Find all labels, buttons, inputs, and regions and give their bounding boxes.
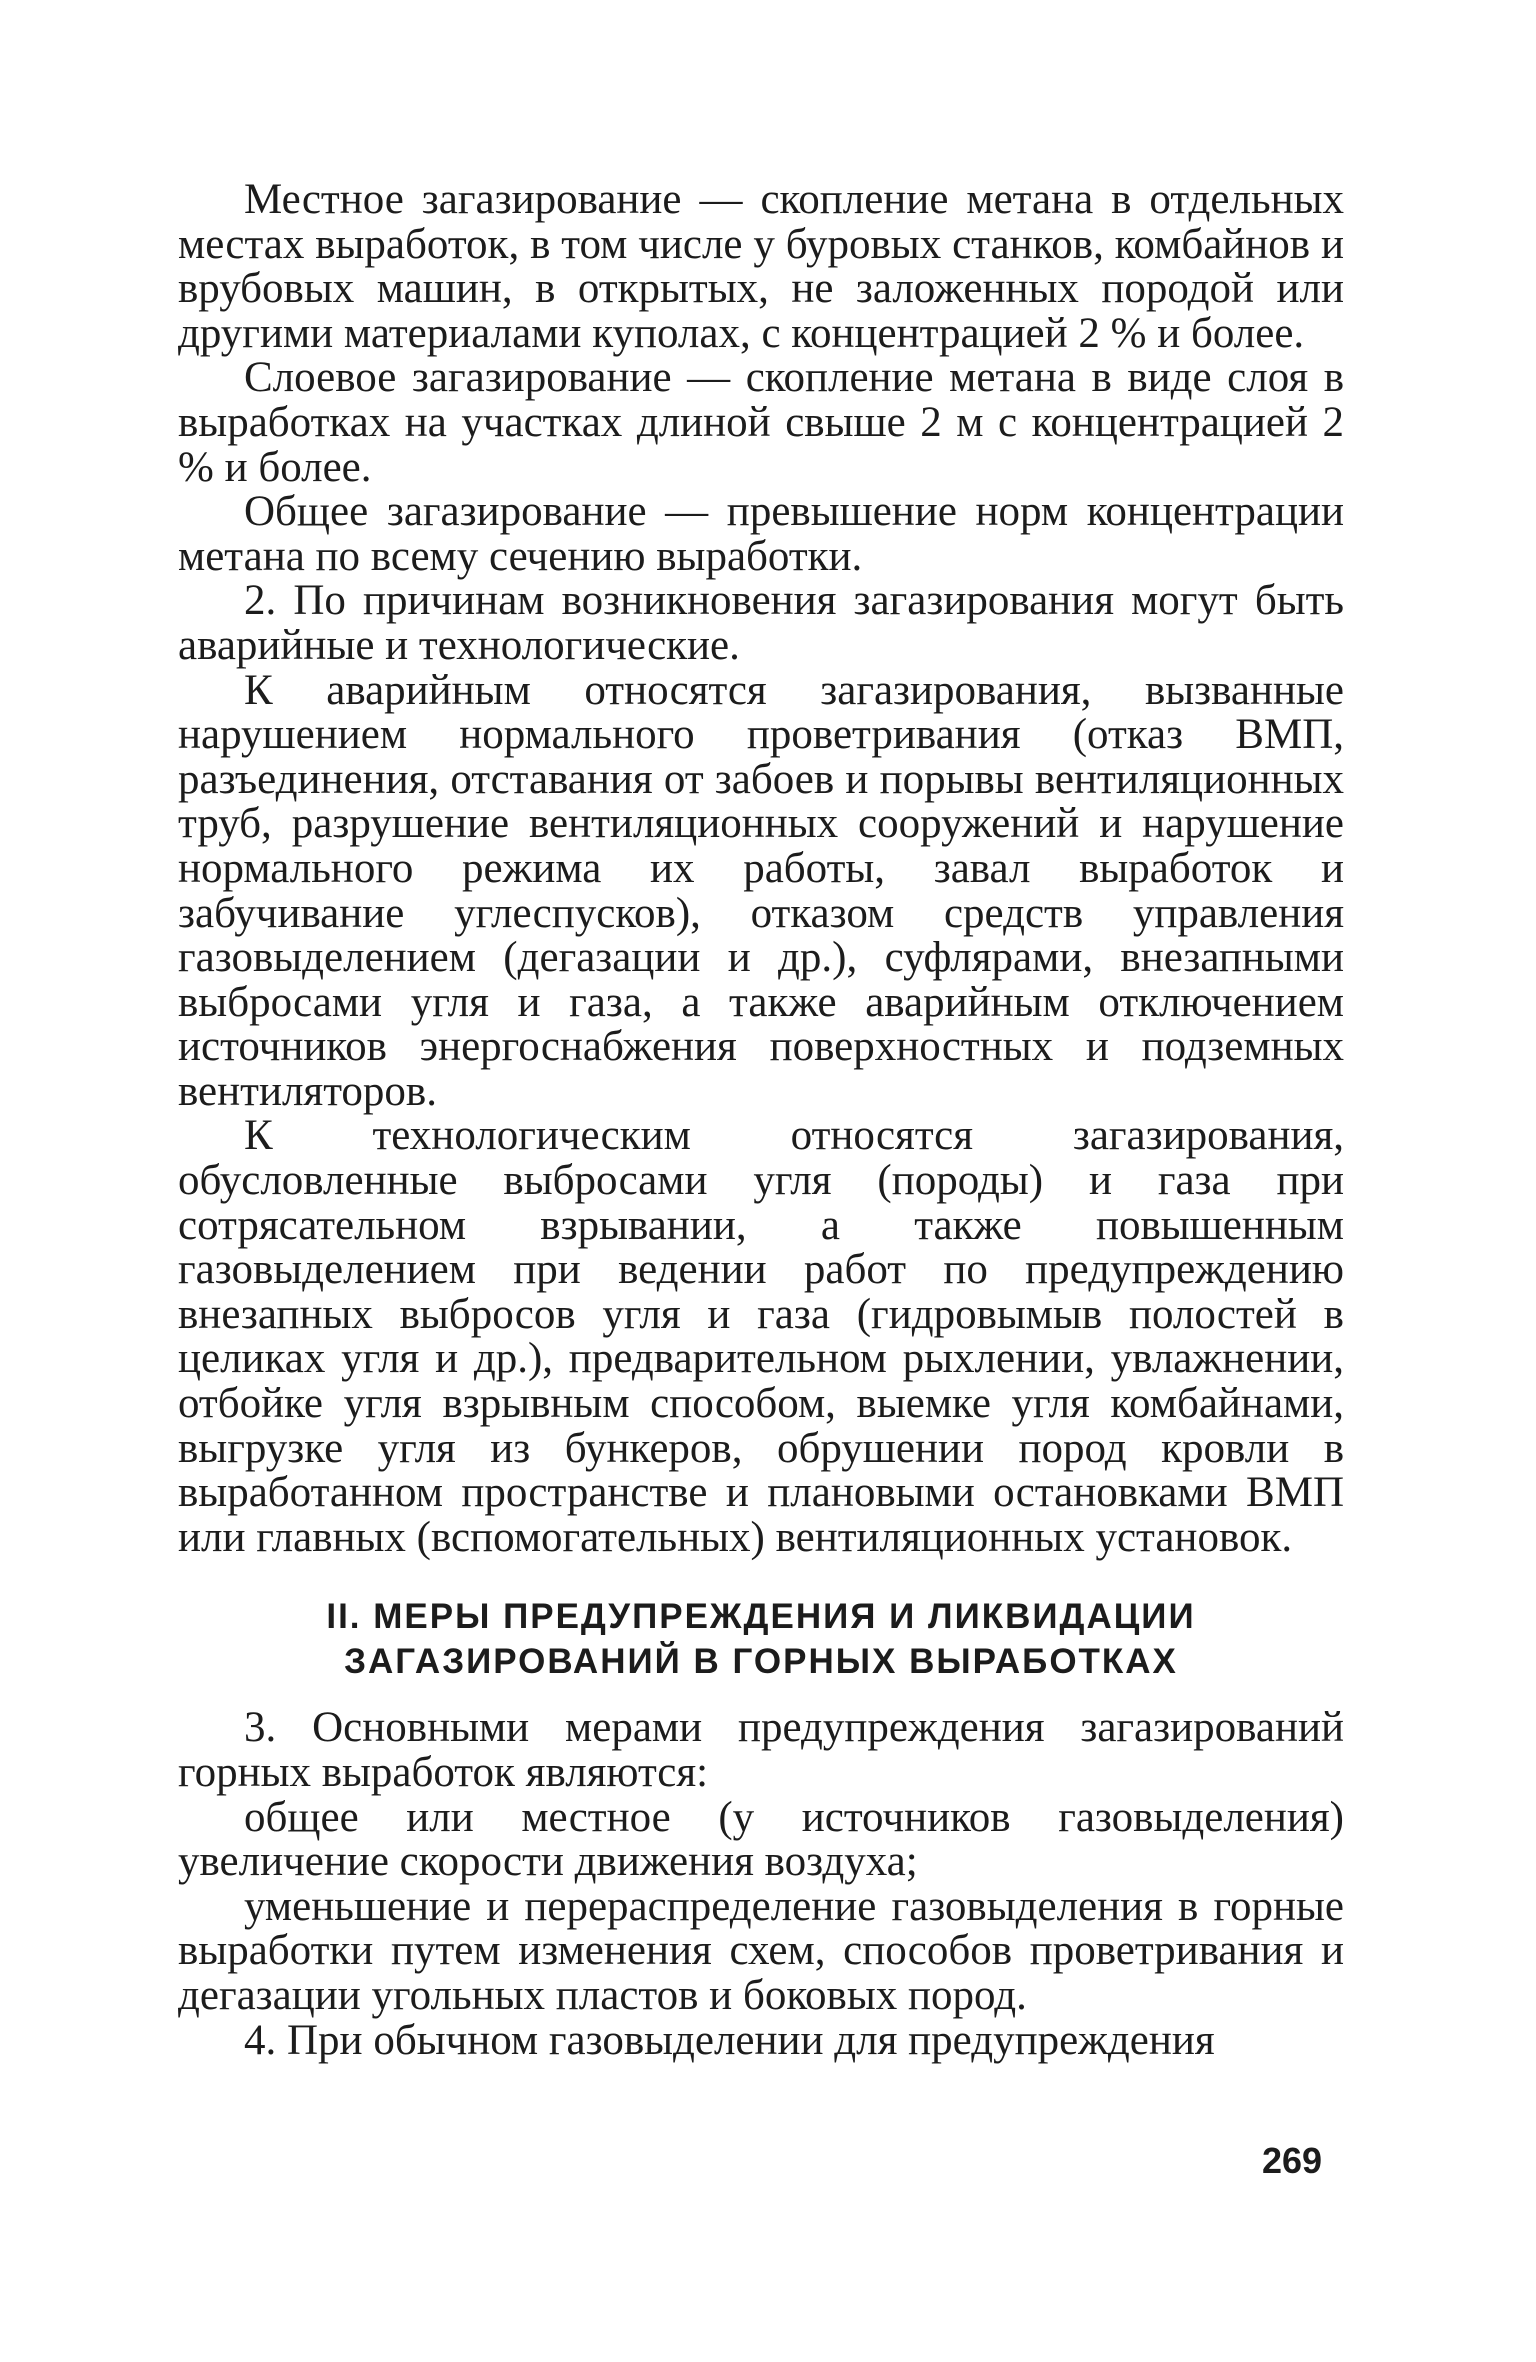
paragraph-measure-redistribution: уменьшение и перераспределение газовыделения в горные выработки путем изменения схем, способов проветривания и дегазации угольных пластов и боковых пород. [178, 1882, 1344, 2019]
paragraph-layer-gassing: Слоевое загазирование — скопление метана в виде слоя в выработках на участках длиной свыше 2 м с концентрацией 2 % и более. [178, 354, 1344, 491]
section-heading [178, 1594, 1344, 1684]
section-heading-line-1: II. МЕРЫ ПРЕДУПРЕЖДЕНИЯ И ЛИКВИДАЦИИ [326, 1597, 1196, 1637]
paragraph-technological-causes: К технологическим относятся загазирования, обусловленные выбросами угля (породы) и газа при сотрясательном взрывании, а также повышенным газовыделением при ведении работ по предупреждению внезапных выбросов угля и газа (гидровымыв полостей в целиках угля и др.), предварительном рыхлении, увлажнении, отбойке угля взрывным способом, выемке угля комбайнами, выгрузке угля из бункеров, обрушении пород кровли в выработанном пространстве и плановыми остановками ВМП или главных (вспомогательных) вентиляционных установок. [178, 1112, 1344, 1561]
paragraph-measure-airflow: общее или местное (у источников газовыделения) увеличение скорости движения воздуха; [178, 1793, 1344, 1886]
section-heading-line-2: ЗАГАЗИРОВАНИЙ В ГОРНЫХ ВЫРАБОТКАХ [344, 1642, 1178, 1682]
paragraph-item-4: 4. При обычном газовыделении для предупреждения [244, 2016, 1215, 2064]
paragraph-emergency-causes: К аварийным относятся загазирования, вызванные нарушением нормального проветривания (отказ ВМП, разъединения, отставания от забоев и порывы вентиляционных труб, разрушение вентиляционных сооружений и нарушение нормального режима их работы, завал выработок и забучивание углеспусков), отказом средств управления газовыделением (дегазации и др.), суфлярами, внезапными выбросами угля и газа, а также аварийным отключением источников энергоснабжения поверхностных и подземных вентиляторов. [178, 666, 1344, 1115]
paragraph-local-gassing: Местное загазирование — скопление метана в отдельных местах выработок, в том числе у буровых станков, комбайнов и врубовых машин, в открытых, не заложенных породой или другими материалами куполах, с концентрацией 2 % и более. [178, 176, 1344, 357]
page-number: 269 [1262, 2140, 1323, 2181]
page-body [178, 178, 1344, 2063]
paragraph-general-gassing: Общее загазирование — превышение норм концентрации метана по всему сечению выработки. [178, 488, 1344, 580]
paragraph-item-2: 2. По причинам возникновения загазирования могут быть аварийные и технологические. [178, 577, 1344, 669]
paragraph-item-3: 3. Основными мерами предупреждения загазирований горных выработок являются: [178, 1704, 1344, 1796]
